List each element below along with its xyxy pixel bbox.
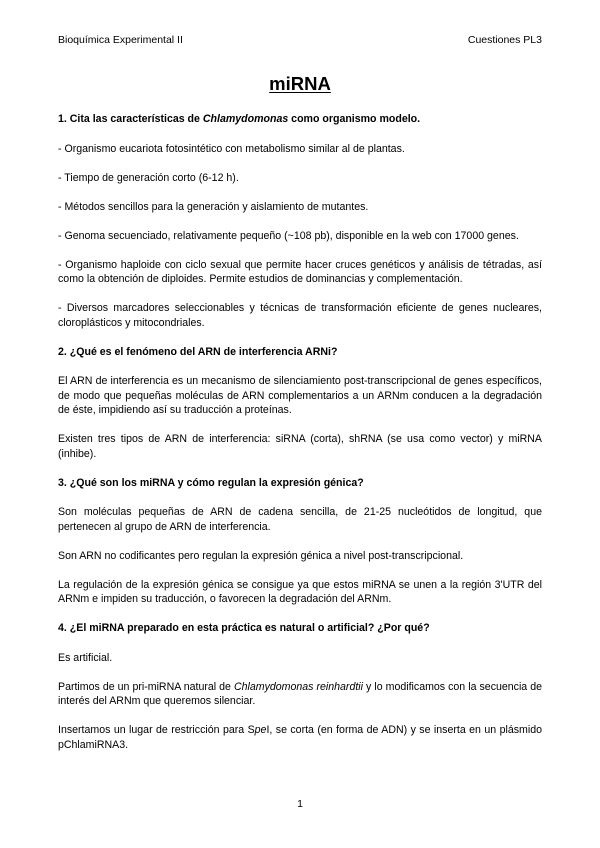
q4-paragraph-3: [58, 723, 542, 752]
q4-p2-suffix: y lo modificamos con la secuencia de interés del ARNm que queremos silenciar.: [58, 680, 543, 707]
q1-item-3: - Métodos sencillos para la generación y aislamiento de mutantes.: [58, 200, 369, 213]
q2-paragraph-2: Existen tres tipos de ARN de interferencia: siRNA (corta), shRNA (se usa como vector) y miRNA (inhibe).: [58, 433, 542, 460]
header-course: Bioquímica Experimental II: [58, 34, 183, 46]
q2-paragraph-1: El ARN de interferencia es un mecanismo de silenciamiento post-transcripcional de genes específicos, de modo que pequeñas moléculas de ARN complementarios a un ARNm conducen a la degradación de éste, impidiendo así su traducción a proteínas.: [58, 375, 542, 416]
q4-answer: Es artificial.: [58, 651, 113, 664]
question-3-heading: 3. ¿Qué son los miRNA y cómo regulan la expresión génica?: [58, 476, 364, 489]
q4-paragraph-2: [58, 680, 542, 709]
q1-item-4: - Genoma secuenciado, relativamente pequeño (~108 pb), disponible en la web con 17000 genes.: [58, 229, 519, 242]
q4-p2-species: Chlamydomonas reinhardtii: [233, 680, 364, 693]
question-4-heading: 4. ¿El miRNA preparado en esta práctica es natural o artificial? ¿Por qué?: [58, 622, 430, 634]
header-section: Cuestiones PL3: [467, 34, 542, 46]
question-1-suffix: como organismo modelo.: [288, 113, 421, 125]
page-number: 1: [297, 798, 303, 810]
q1-item-5: - Organismo haploide con ciclo sexual que permite hacer cruces genéticos y análisis de tétradas, así como la obtención de diploides. Permite estudios de dominancias y complementación.: [58, 258, 542, 285]
question-1-species: Chlamydomonas: [202, 113, 289, 125]
q4-p3-prefix: Insertamos un lugar de restricción para S: [58, 724, 255, 736]
q4-p2-prefix: Partimos de un pri-miRNA natural de: [58, 680, 234, 693]
q3-paragraph-1: Son moléculas pequeñas de ARN de cadena sencilla, de 21-25 nucleótidos de longitud, que pertenecen al grupo de ARN de interferencia.: [58, 506, 542, 533]
q4-p3-enzyme: pe: [254, 724, 267, 736]
q1-item-6: - Diversos marcadores seleccionables y técnicas de transformación eficiente de genes nucleares, cloroplásticos y mitocondriales.: [58, 302, 542, 329]
q3-paragraph-2: Son ARN no codificantes pero regulan la expresión génica a nivel post-transcripcional.: [58, 549, 464, 562]
q3-paragraph-3: La regulación de la expresión génica se consigue ya que estos miRNA se unen a la región 3'UTR del ARNm e impiden su traducción, o favorecen la degradación del ARNm.: [58, 578, 542, 605]
q4-p3-suffix: I, se corta (en forma de ADN) y se inserta en un plásmido pChlamiRNA3.: [58, 724, 542, 751]
q1-item-1: - Organismo eucariota fotosintético con metabolismo similar al de plantas.: [58, 142, 405, 155]
question-1-prefix: 1. Cita las características de: [58, 113, 203, 125]
question-2-heading: 2. ¿Qué es el fenómeno del ARN de interferencia ARNi?: [58, 345, 338, 358]
document-title: miRNA: [269, 73, 331, 94]
question-1-heading: [58, 112, 542, 127]
q1-item-2: - Tiempo de generación corto (6-12 h).: [58, 171, 239, 184]
document-body: [58, 112, 542, 767]
